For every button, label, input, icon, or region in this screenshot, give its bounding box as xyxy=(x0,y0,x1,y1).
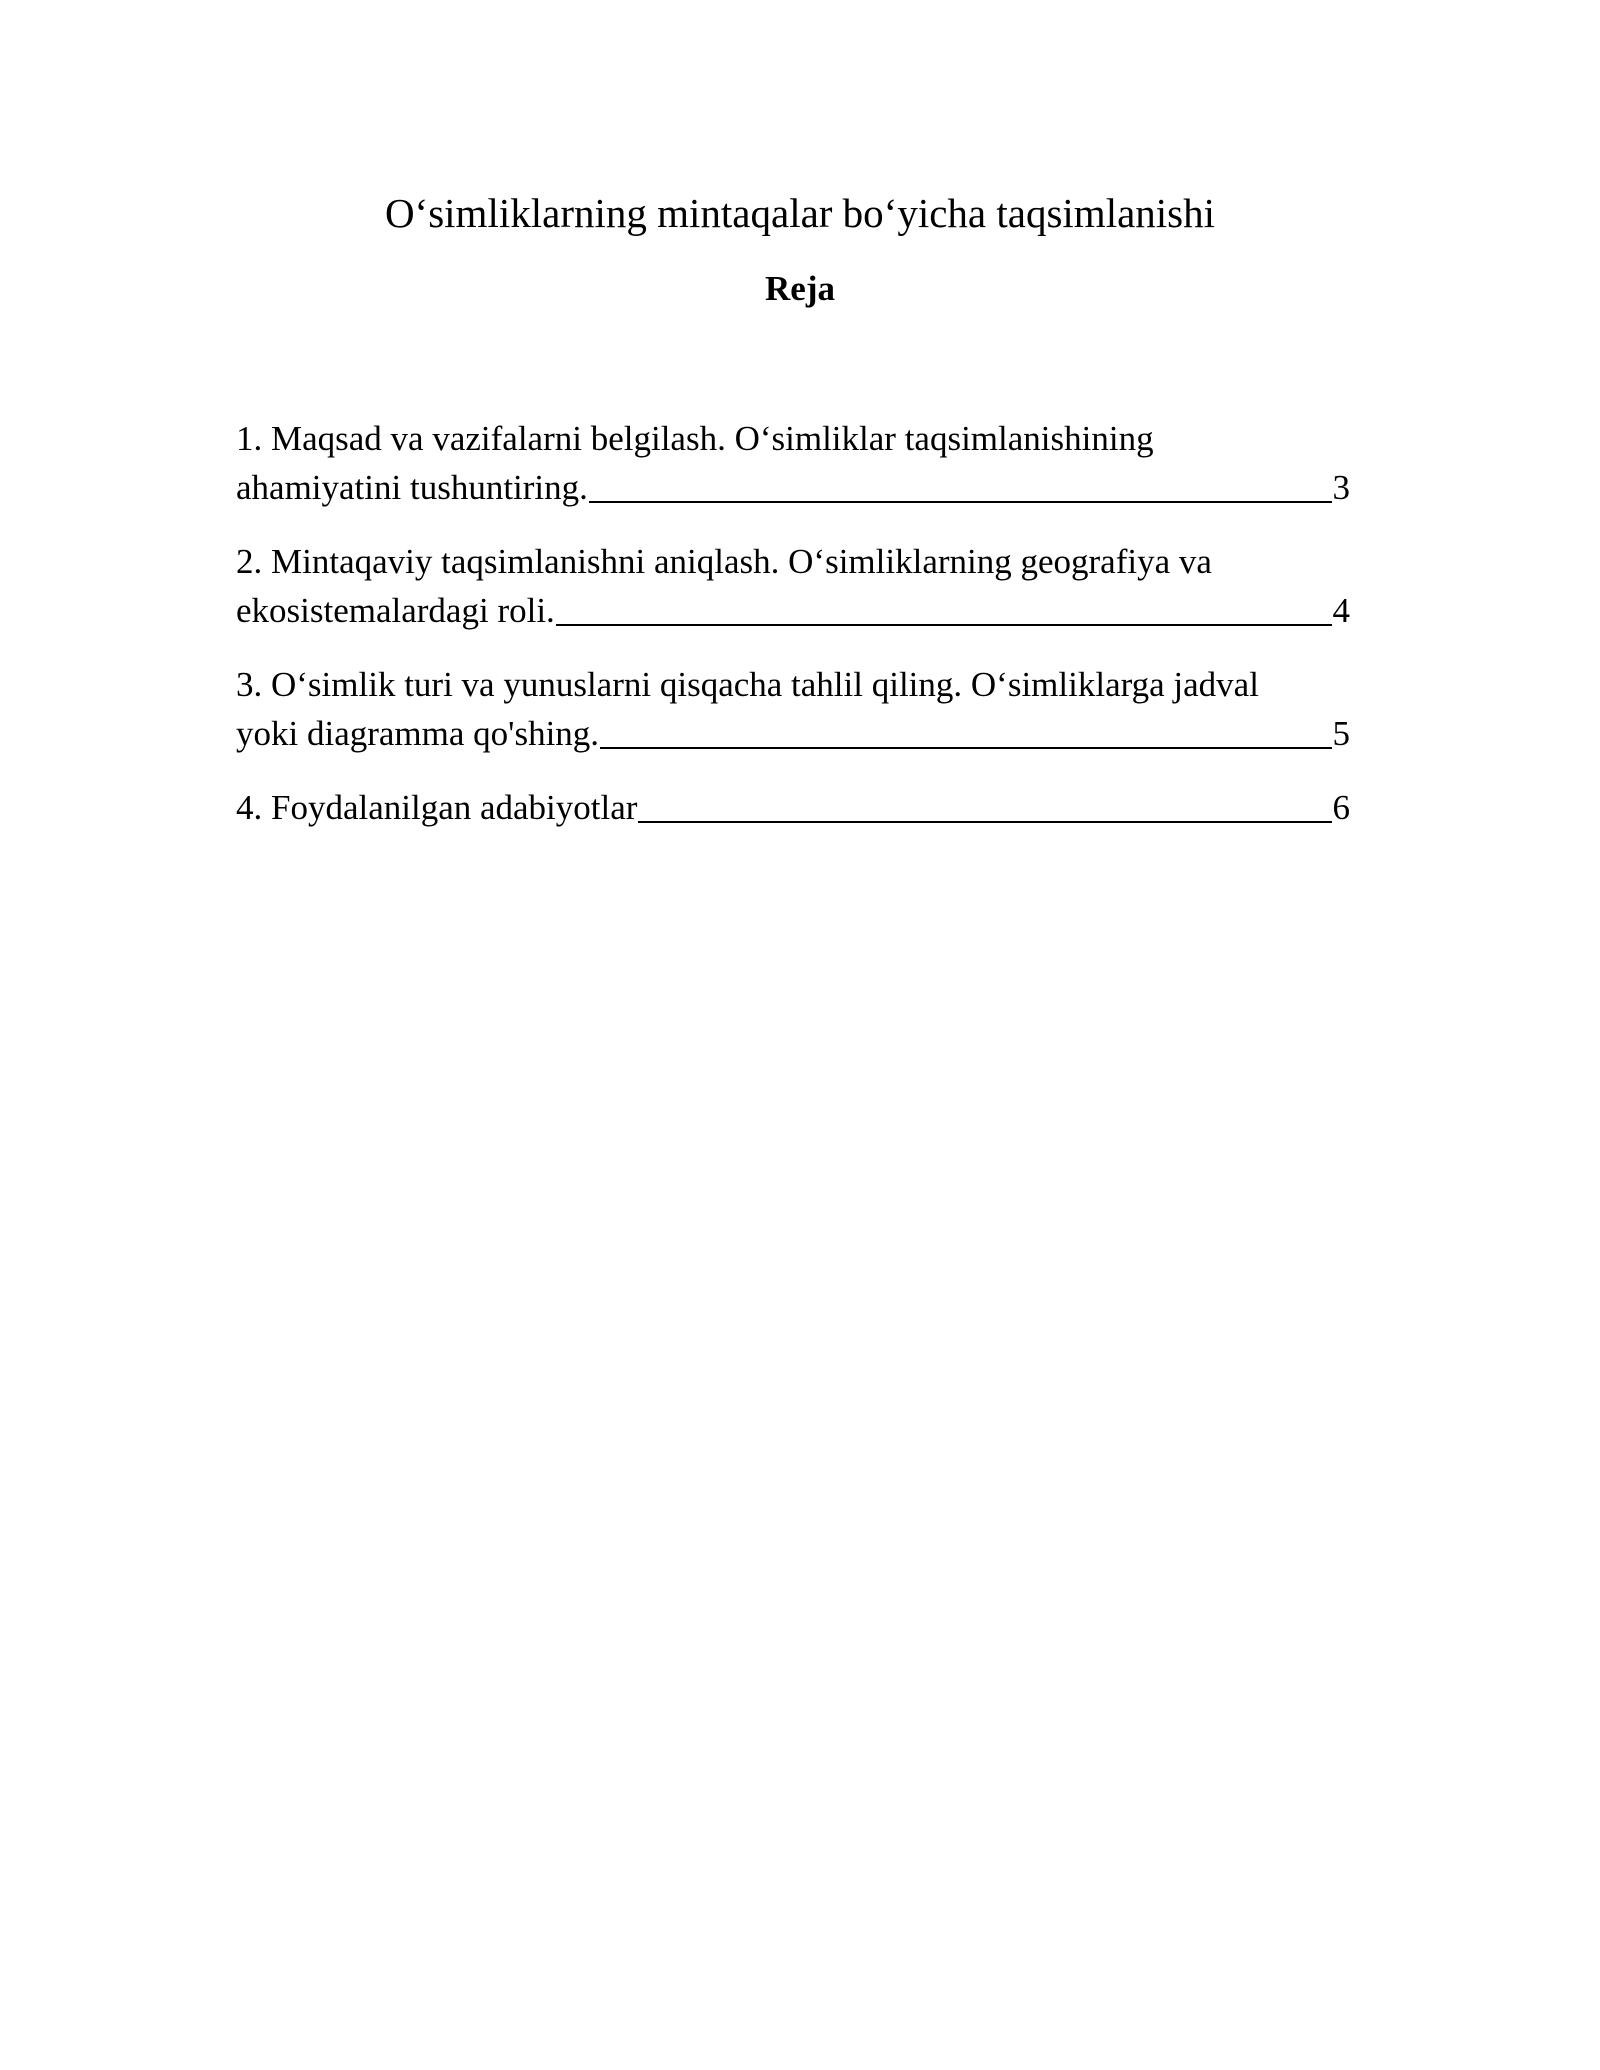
document-title: O‘simliklarning mintaqalar bo‘yicha taqsimlanishi xyxy=(384,190,1216,236)
toc-entry-text: 1. Maqsad va vazifalarni belgilash. O‘simliklar taqsimlanishining xyxy=(236,419,1154,458)
toc-page-number: 4 xyxy=(1332,591,1350,630)
toc-page-number: 5 xyxy=(1332,714,1350,753)
toc-entry-text: 3. O‘simlik turi va yunuslarni qisqacha tahlil qiling. O‘simliklarga jadval xyxy=(236,665,1259,704)
toc-leader-line xyxy=(600,717,1331,749)
toc-entry-3 xyxy=(236,660,1350,758)
toc-entry-4 xyxy=(236,783,1350,832)
toc-entry-leader-line xyxy=(236,709,1350,758)
toc-leader-line xyxy=(556,594,1332,626)
toc-entry-text: 2. Mintaqaviy taqsimlanishni aniqlash. O‘simliklarning geografiya va xyxy=(236,542,1212,581)
table-of-contents xyxy=(236,414,1350,857)
toc-entry-text: ahamiyatini tushuntiring. xyxy=(236,468,588,507)
toc-entry-text: 4. Foydalanilgan adabiyotlar xyxy=(236,788,638,827)
toc-entry-2 xyxy=(236,537,1350,635)
toc-leader-line xyxy=(638,791,1331,823)
plan-heading: Reja xyxy=(765,269,835,308)
toc-leader-line xyxy=(589,471,1332,503)
toc-entry-1 xyxy=(236,414,1350,512)
toc-page-number: 3 xyxy=(1332,468,1350,507)
toc-entry-text: yoki diagramma qo'shing. xyxy=(236,714,600,753)
toc-page-number: 6 xyxy=(1332,788,1350,827)
toc-entry-leader-line xyxy=(236,463,1350,512)
toc-entry-leader-line xyxy=(236,586,1350,635)
toc-entry-text: ekosistemalardagi roli. xyxy=(236,591,555,630)
toc-entry-leader-line xyxy=(236,783,1350,832)
